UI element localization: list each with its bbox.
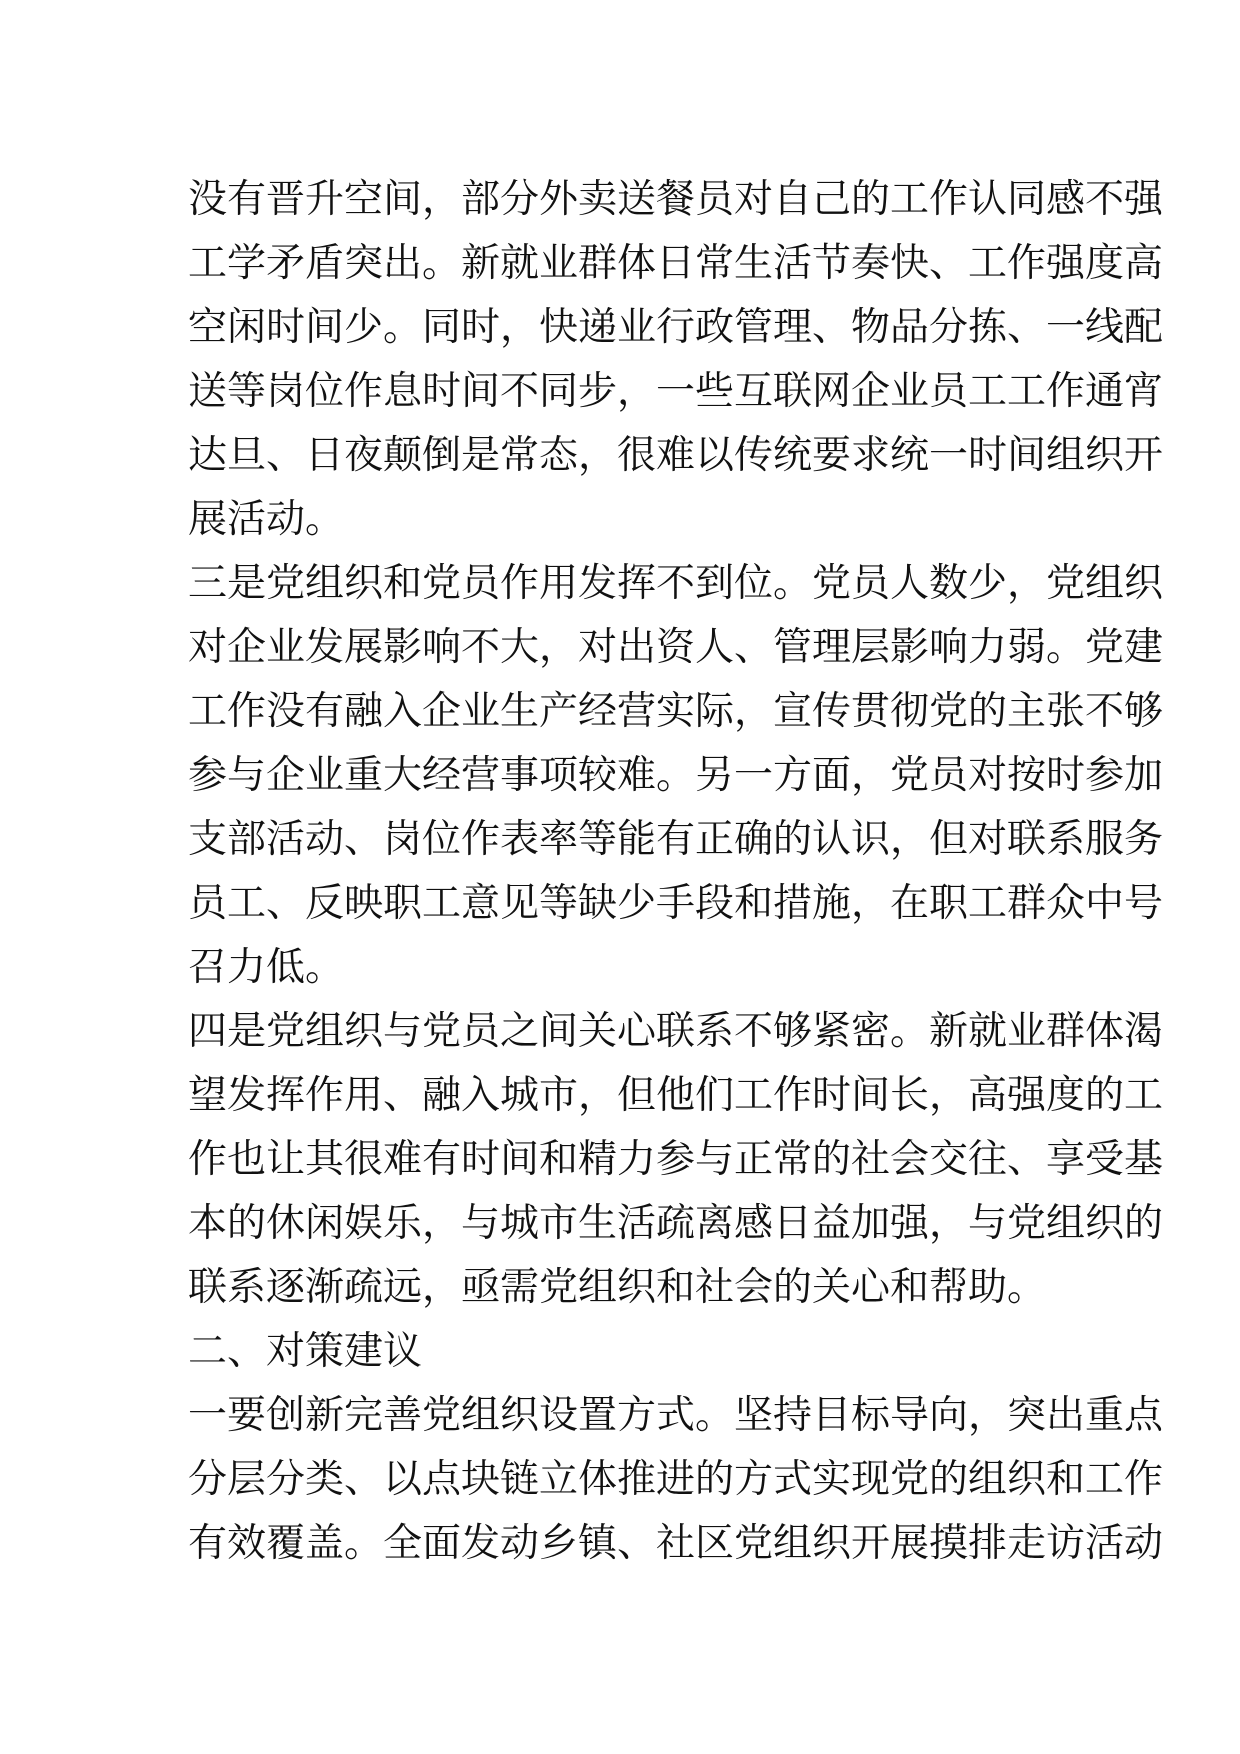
text-line: 参与企业重大经营事项较难。另一方面，党员对按时参加: [188, 753, 1164, 798]
text-line: 三是党组织和党员作用发挥不到位。党员人数少，党组织: [188, 561, 1164, 606]
text-line: 召力低。: [188, 945, 345, 990]
text-line: 员工、反映职工意见等缺少手段和措施，在职工群众中号: [188, 881, 1164, 926]
text-line: 望发挥作用、融入城市，但他们工作时间长，高强度的工: [188, 1073, 1164, 1118]
text-line: 分层分类、以点块链立体推进的方式实现党的组织和工作: [188, 1457, 1164, 1502]
text-line: 作也让其很难有时间和精力参与正常的社会交往、享受基: [188, 1137, 1164, 1182]
text-line: 本的休闲娱乐，与城市生活疏离感日益加强，与党组织的: [188, 1201, 1164, 1246]
body-text: [188, 168, 1164, 1576]
text-line: 二、对策建议: [188, 1329, 423, 1374]
text-line: 有效覆盖。全面发动乡镇、社区党组织开展摸排走访活动: [188, 1521, 1164, 1566]
text-line: 工学矛盾突出。新就业群体日常生活节奏快、工作强度高: [188, 241, 1164, 286]
text-line: 展活动。: [188, 497, 345, 542]
text-line: 达旦、日夜颠倒是常态，很难以传统要求统一时间组织开: [188, 433, 1164, 478]
text-line: 一要创新完善党组织设置方式。坚持目标导向，突出重点: [188, 1393, 1164, 1438]
text-line: 空闲时间少。同时，快递业行政管理、物品分拣、一线配: [188, 305, 1164, 350]
text-line: 联系逐渐疏远，亟需党组织和社会的关心和帮助。: [188, 1265, 1047, 1310]
text-line: 四是党组织与党员之间关心联系不够紧密。新就业群体渴: [188, 1009, 1164, 1054]
text-line: 送等岗位作息时间不同步，一些互联网企业员工工作通宵: [188, 369, 1164, 414]
text-line: 没有晋升空间，部分外卖送餐员对自己的工作认同感不强: [188, 177, 1164, 222]
text-line: 对企业发展影响不大，对出资人、管理层影响力弱。党建: [188, 625, 1164, 670]
text-line: 工作没有融入企业生产经营实际，宣传贯彻党的主张不够: [188, 689, 1164, 734]
text-line: 支部活动、岗位作表率等能有正确的认识，但对联系服务: [188, 817, 1164, 862]
